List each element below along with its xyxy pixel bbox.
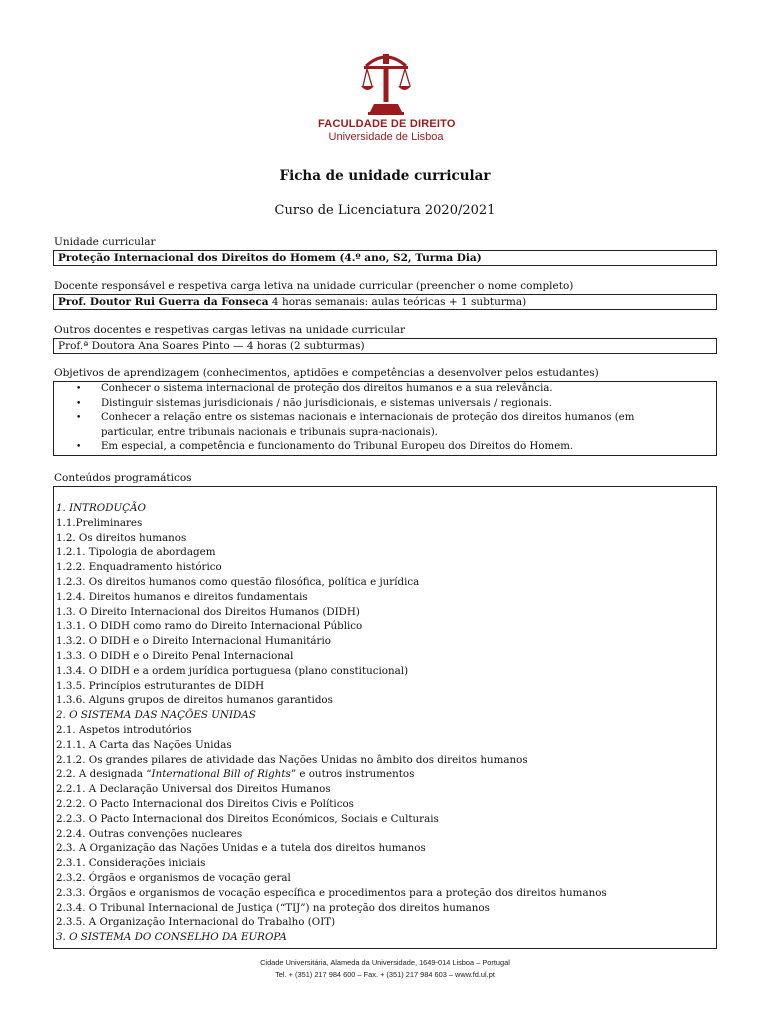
docente-name: Prof. Doutor Rui Guerra da Fonseca: [58, 296, 269, 308]
emphasis-text: International Bill of Rights: [151, 768, 291, 781]
list-item: 2.3.2. Órgãos e organismos de vocação geral: [56, 871, 291, 884]
list-item: 2.3.1. Considerações iniciais: [56, 857, 206, 870]
bullet-icon: •: [76, 413, 82, 424]
list-item: • Conhecer a relação entre os sistemas nacionais e internacionais de proteção dos direitos humanos (em: [54, 411, 716, 426]
list-item: 1.3.6. Alguns grupos de direitos humanos garantidos: [56, 694, 333, 707]
list-item: 2.2.1. A Declaração Universal dos Direitos Humanos: [56, 783, 331, 796]
bullet-icon: •: [76, 398, 82, 409]
list-item: 2.2.4. Outras convenções nucleares: [56, 827, 243, 840]
docente-load: 4 horas semanais: aulas teóricas + 1 subturma): [268, 296, 527, 308]
docente-label: Docente responsável e respetiva carga letiva na unidade curricular (preencher o nome completo): [54, 280, 574, 292]
list-item: • Distinguir sistemas jurisdicionais / não jurisdicionais, e sistemas universais / regionais.: [54, 397, 716, 412]
logo-university-name: Universidade de Lisboa: [328, 131, 444, 143]
objetivos-box: [53, 381, 717, 456]
logo-faculty-name: FACULDADE DE DIREITO: [318, 118, 456, 130]
docente-field: [53, 294, 717, 310]
list-item: 2.2.2. O Pacto Internacional dos Direitos Civis e Políticos: [56, 797, 354, 810]
list-item: 2.3. A Organização das Nações Unidas e a tutela dos direitos humanos: [56, 842, 426, 855]
list-item: 2.2.3. O Pacto Internacional dos Direitos Económicos, Sociais e Culturais: [56, 812, 439, 825]
list-item: 2.1.1. A Carta das Nações Unidas: [56, 738, 232, 751]
list-item: 1.3.5. Princípios estruturantes de DIDH: [56, 679, 265, 692]
footer-contacts: Tel. + (351) 217 984 600 – Fax. + (351) 217 984 603 – www.fd.ul.pt: [275, 970, 495, 979]
list-item-continuation: particular, entre tribunais nacionais e tribunais supra-nacionais).: [101, 426, 438, 438]
list-item: 1.3.3. O DIDH e o Direito Penal Internacional: [56, 649, 294, 662]
section-heading: 3. O SISTEMA DO CONSELHO DA EUROPA: [56, 931, 287, 944]
list-item: 2.1. Aspetos introdutórios: [56, 723, 192, 736]
outros-field: Prof.ª Doutora Ana Soares Pinto — 4 horas (2 subturmas): [53, 338, 717, 354]
list-item: 1.2.1. Tipologia de abordagem: [56, 546, 216, 559]
section-heading: 2. O SISTEMA DAS NAÇÕES UNIDAS: [56, 709, 256, 722]
footer-address: Cidade Universitária, Alameda da Universidade, 1649-014 Lisboa – Portugal: [260, 958, 510, 967]
document-title: Ficha de unidade curricular: [279, 168, 491, 184]
list-item: 1.2. Os direitos humanos: [56, 531, 187, 544]
unidade-field: Proteção Internacional dos Direitos do Homem (4.º ano, S2, Turma Dia): [53, 250, 717, 266]
objetivos-label: Objetivos de aprendizagem (conhecimentos, aptidões e competências a desenvolver pelos estudantes): [54, 367, 599, 379]
list-item: 1.2.4. Direitos humanos e direitos fundamentais: [56, 590, 308, 603]
list-item: 2.3.4. O Tribunal Internacional de Justiça (“TIJ”) na proteção dos direitos humanos: [56, 901, 490, 914]
list-item: 1.3. O Direito Internacional dos Direitos Humanos (DIDH): [56, 605, 360, 618]
document-subtitle: Curso de Licenciatura 2020/2021: [274, 203, 496, 218]
list-item: • Em especial, a competência e funcionamento do Tribunal Europeu dos Direitos do Homem.: [54, 440, 716, 455]
conteudos-list: [56, 501, 607, 945]
list-item: 1.1.Preliminares: [56, 516, 143, 529]
outros-label: Outros docentes e respetivas cargas letivas na unidade curricular: [54, 324, 406, 336]
list-item: 2.3.3. Órgãos e organismos de vocação específica e procedimentos para a proteção dos direitos humanos: [56, 886, 607, 899]
conteudos-label: Conteúdos programáticos: [54, 472, 192, 484]
list-item: 1.3.1. O DIDH como ramo do Direito Internacional Público: [56, 620, 363, 633]
list-item: 1.3.4. O DIDH e a ordem jurídica portuguesa (plano constitucional): [56, 664, 409, 677]
scales-of-justice-icon: [360, 52, 412, 116]
list-item: 2.1.2. Os grandes pilares de atividade das Nações Unidas no âmbito dos direitos humanos: [56, 753, 528, 766]
section-heading: 1. INTRODUÇÃO: [56, 502, 146, 514]
conteudos-box: [53, 486, 717, 949]
list-item: 2.3.5. A Organização Internacional do Trabalho (OIT): [56, 916, 336, 929]
list-item: 1.2.3. Os direitos humanos como questão filosófica, política e jurídica: [56, 575, 420, 588]
list-item: • Conhecer o sistema internacional de proteção dos direitos humanos e a sua relevância.: [54, 382, 716, 397]
bullet-icon: •: [76, 384, 82, 394]
faculty-logo: [318, 52, 454, 148]
list-item: 2.2. A designada “International Bill of Rights” e outros instrumentos: [56, 768, 415, 781]
list-item: 1.2.2. Enquadramento histórico: [56, 561, 222, 574]
bullet-icon: •: [76, 442, 82, 453]
unidade-label: Unidade curricular: [54, 236, 156, 248]
list-item: 1.3.2. O DIDH e o Direito Internacional Humanitário: [56, 635, 331, 648]
